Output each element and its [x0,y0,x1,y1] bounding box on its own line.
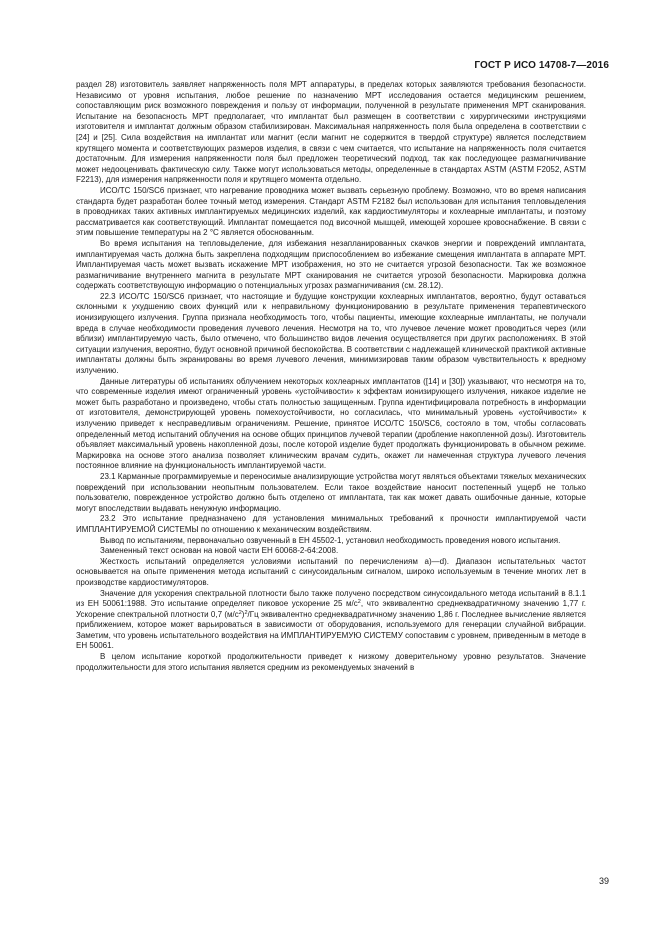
document-body [76,80,586,673]
text-run: Жесткость испытаний определяется условиями испытаний по перечислениям а)—d). Диапазон испытательных частот основывается на опыте применения метода испытаний с синусоидальным сигналом, широко используемым в течение многих лет в производстве кардиостимуляторов. [76,556,586,587]
text-run: 22.3 ИСО/ТС 150/SC6 признает, что настоящие и будущие конструкции кохлеарных имплантатов, вероятно, будут оставаться склонными к ухудшению своих функций или к неправильному функционированию в результате применения терапевтического ионизирующего излучения. Группа признала необходимость того, чтобы пациенты, имеющие кохлеарные имплантаты, не получали вреда в случае необходимости проведения лучевого лечения. Несмотря на то, что лучевое лечение может проводиться через (или вблизи) имплантируемую часть, было отмечено, что большинство видов лечения осуществляется при других расположениях. В этой ситуации излучения, вероятно, будут основной причиной беспокойства. В соответствии с надлежащей клинической практикой активные имплантаты должны быть экранированы во время лучевого лечения, минимизировав таким образом чувствительность к вредному излучению. [76,291,586,376]
text-run: , что эквивалентно среднеквадратичному значению 1,77 г. Ускорение спектральной плотности 0,7 (м/с [76,599,586,619]
document-header: ГОСТ Р ИСО 14708-7—2016 [474,60,609,71]
paragraph [76,239,586,292]
text-run: Вывод по испытаниям, первоначально озвученный в ЕН 45502-1, установил необходимость проведения нового испытания. [100,535,561,545]
text-run: Данные литературы об испытаниях облучением некоторых кохлеарных имплантатов ([14] и [30]) указывают, что несмотря на то, что современные изделия имеют ограниченный уровень «устойчивости» к эффектам ионизирующего излучения, никакое изделие не может быть разработано и произведено, чтобы стать полностью защищенным. Группа идентифицировала потребность в информации от изготовителя, демонстрирующей уровень помехоустойчивости, но согласилась, что минимальный уровень «устойчивости» к излучению приведет к несправедливым ограничениям. Решение, принятое ИСО/ТС 150/SC6, состояло в том, чтобы согласовать определенный метод испытаний облучения на основе общих принципов лучевой терапии (дробление накопленной дозы). Изготовитель объявляет максимальный уровень накопленной дозы, после которой изделие будет продолжать функционировать в обычном режиме. Маркировка на основе этого анализа позволяет клиническим врачам судить, окажет ли намеченная структура лучевого лечения постоянное влияние на функциональность имплантируемой части. [76,376,586,471]
text-run: ) [241,609,245,619]
text-run: ИСО/ТС 150/SC6 признает, что нагревание проводника может вызвать серьезную проблему. Возможно, что во время написания стандарта будет разработан более точный метод измерения. Стандарт ASTM F2182 был использован для испытания тепловыделения в проводниках таких активных имплантируемых медицинских изделий, как кардиостимуляторы и кохлеарные имплантаты, и поэтому рассматривается как соответствующий. Имплантат помещается под височной мышцей, имеющей хорошее кровоснабжение. В связи с этим повышение температуры на 2 °С является обоснованным. [76,185,586,238]
page-number: 39 [598,876,609,886]
superscript: 2 [244,609,248,616]
text-run: 23.1 Карманные программируемые и переносимые анализирующие устройства могут являться объектами тяжелых механических повреждений при использовании неопытным пользователем. Если такое воздействие наносит постепенный ущерб не только пользователю, поврежденное устройство должно быть отделено от имплантата, так как может давать ошибочные данные, которые могут впоследствии выдавать ненужную информацию. [76,471,586,513]
paragraph [76,514,586,535]
text-run: Во время испытания на тепловыделение, для избежания незапланированных скачков энергии и повреждений имплантата, имплантируемая часть должна быть закреплена подходящим приспособлением во избежание смещения имплантата в аппарате МРТ. Имплантируемая часть может вызвать искажение МРТ изображения, но это не считается угрозой безопасности. Так же возможное размагничивание внутреннего магнита в результате МРТ сканирования не считается угрозой безопасности. Маркировка должна содержать соответствующую информацию о потенциальных угрозах размагничивания (см. 28.12). [76,238,586,291]
paragraph [76,186,586,239]
paragraph [76,292,586,377]
text-run: Замененный текст основан на новой части ЕН 60068-2-64:2008. [100,546,339,556]
paragraph [76,652,586,673]
superscript: 2 [238,609,242,616]
paragraph [76,589,586,653]
text-run: /Гц эквивалентно среднеквадратичному значению 1,86 г. Последнее вычисление является приближением, которое может варьироваться в зависимости от оборудования, используемого для генерации случайной вибрации. Заметим, что уровень испытательного воздействия на ИМПЛАНТИРУЕМУЮ СИСТЕМУ сопоставим с уровнем, приведенным в методе в ЕН 50061. [76,609,586,651]
paragraph [76,472,586,514]
text-run: 23.2 Это испытание предназначено для установления минимальных требований к прочности имплантируемой части ИМПЛАНТИРУЕМОЙ СИСТЕМЫ по отношению к механическим воздействиям. [76,514,586,534]
paragraph [76,557,586,589]
paragraph [76,80,586,186]
paragraph [76,536,586,547]
paragraph [76,377,586,472]
text-run: раздел 28) изготовитель заявляет напряженность поля МРТ аппаратуры, в пределах которых заявляются требования безопасности. Независимо от уровня испытания, любое решение по назначению МРТ исследования остается медицинским решением, сопоставляющим риск возможного повреждения и пользу от информации, полученной в результате применения МРТ сканирования. Испытание на безопасность МРТ предполагает, что имплантат был размещен в соответствии с хирургическими инструкциями изготовителя и имплантат должным образом стабилизирован. Максимальная напряженность поля была определена в соответствии с [24] и [25]. Сила воздействия на имплантат или магнит (если магнит не содержится в твердой структуре) является последствием крутящего момента и соответствующих размеров изделия, в связи с чем считается, что испытание на напряженность поля считается достаточным. Для измерения напряженности поля был предложен теоретический подход, так как последующее размагничивание может недооценивать фактическую силу. Также могут использоваться методы, определенные в стандартах ASTM (ASTM F2052, ASTM F2213), для измерения напряженности поля и крутящего момента отдельно. [76,80,586,185]
text-run: Значение для ускорения спектральной плотности было также получено посредством синусоидального метода испытаний в 8.1.1 из ЕН 50061:1988. Это испытание определяет пиковое ускорение 25 м/с [76,588,586,609]
text-run: В целом испытание короткой продолжительности приведет к низкому доверительному уровню результатов. Значение продолжительности для этого испытания является средним из рекомендуемых значений в [76,652,586,672]
superscript: 2 [357,599,361,606]
paragraph [76,546,586,557]
